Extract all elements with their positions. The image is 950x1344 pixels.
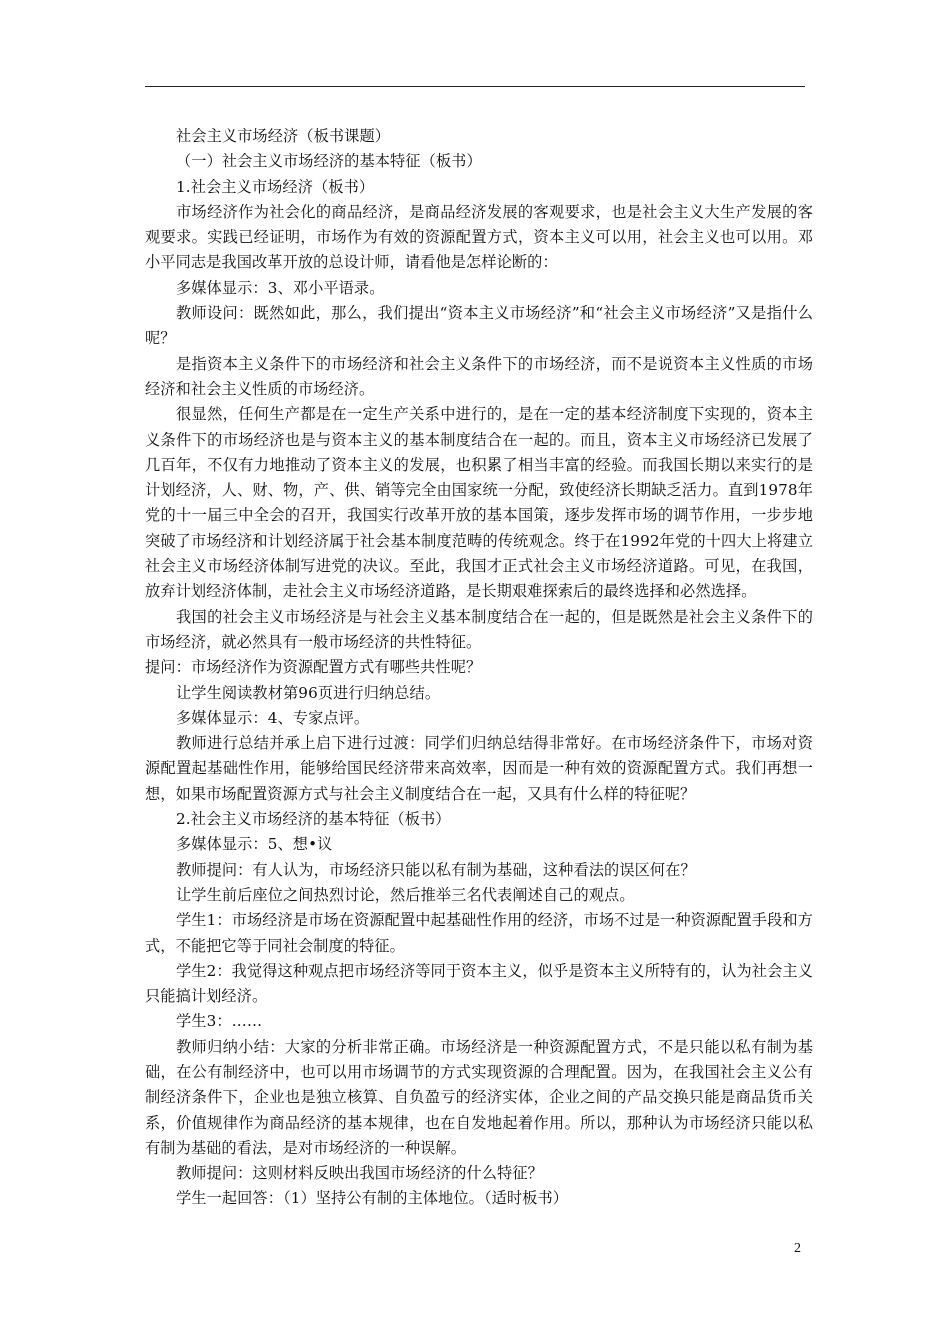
paragraph: 是指资本主义条件下的市场经济和社会主义条件下的市场经济，而不是说资本主义性质的市场经济和社会主义性质的市场经济。 <box>145 354 813 398</box>
page-number: 2 <box>794 1241 801 1256</box>
paragraph: 教师设问：既然如此，那么，我们提出“资本主义市场经济”和“社会主义市场经济”又是指什么呢？ <box>145 304 813 348</box>
paragraph: 教师提问：有人认为，市场经济只能以私有制为基础，这种看法的误区何在？ <box>176 860 696 879</box>
paragraph: 教师归纳小结：大家的分析非常正确。市场经济是一种资源配置方式，不是只能以私有制为基础，在公有制经济中，也可以用市场调节的方式实现资源的合理配置。因为，在我国社会主义公有制经济条件下，企业也是独立核算、自负盈亏的经济实体，企业之间的产品交换只能是商品货币关系，价值规律作为商品经济的基本规律，也在自发地起着作用。所以，那种认为市场经济只能以私有制为基础的看法，是对市场经济的一种误解。 <box>145 1037 813 1157</box>
paragraph: 市场经济作为社会化的商品经济，是商品经济发展的客观要求，也是社会主义大生产发展的客观要求。实践已经证明，市场作为有效的资源配置方式，资本主义可以用，社会主义也可以用。邓小平同志是我国改革开放的总设计师，请看他是怎样论断的： <box>145 202 813 272</box>
paragraph: 教师提问：这则材料反映出我国市场经济的什么特征？ <box>176 1164 543 1183</box>
paragraph: 很显然，任何生产都是在一定生产关系中进行的，是在一定的基本经济制度下实现的，资本主义条件下的市场经济也是与资本主义的基本制度结合在一起的。而且，资本主义市场经济已发展了几百年，不仅有力地推动了资本主义的发展，也积累了相当丰富的经验。而我国长期以来实行的是计划经济，人、财、物，产、供、销等完全由国家统一分配，致使经济长期缺乏活力。直到1978年党的十一届三中全会的召开，我国实行改革开放的基本国策，逐步发挥市场的调节作用，一步步地突破了市场经济和计划经济属于社会基本制度范畴的传统观念。终于在1992年党的十四大上将建立社会主义市场经济体制写进党的决议。至此，我国才正式社会主义市场经济道路。可见，在我国，放弃计划经济体制，走社会主义市场经济道路，是长期艰难探索后的最终选择和必然选择。 <box>145 405 813 601</box>
paragraph: （一）社会主义市场经济的基本特征（板书） <box>176 152 482 171</box>
paragraph: 学生2：我觉得这种观点把市场经济等同于资本主义，似乎是资本主义所特有的，认为社会主义只能搞计划经济。 <box>145 961 813 1006</box>
paragraph: 让学生阅读教材第96页进行归纳总结。 <box>176 683 441 702</box>
paragraph: 学生3：…… <box>176 1012 263 1031</box>
paragraph: 我国的社会主义市场经济是与社会主义基本制度结合在一起的，但是既然是社会主义条件下的市场经济，就必然具有一般市场经济的共性特征。 <box>145 607 813 651</box>
paragraph: 多媒体显示：4、专家点评。 <box>176 708 370 727</box>
paragraph: 提问：市场经济作为资源配置方式有哪些共性呢？ <box>145 658 482 677</box>
paragraph: 让学生前后座位之间热烈讨论，然后推举三名代表阐述自己的观点。 <box>176 885 635 904</box>
paragraph: 社会主义市场经济（板书课题） <box>176 127 391 145</box>
paragraph: 多媒体显示：5、想•议 <box>176 835 333 854</box>
paragraph: 学生一起回答：（1）坚持公有制的主体地位。（适时板书） <box>176 1189 569 1208</box>
paragraph: 教师进行总结并承上启下进行过渡：同学们归纳总结得非常好。在市场经济条件下，市场对资源配置起基础性作用，能够给国民经济带来高效率，因而是一种有效的资源配置方式。我们再想一想，如果市场配置资源方式与社会主义制度结合在一起，又具有什么样的特征呢？ <box>145 734 813 803</box>
document-body <box>145 124 813 1212</box>
paragraph: 2.社会主义市场经济的基本特征（板书） <box>176 810 451 829</box>
paragraph: 多媒体显示：3、邓小平语录。 <box>176 278 385 297</box>
paragraph: 1.社会主义市场经济（板书） <box>176 177 375 196</box>
paragraph: 学生1：市场经济是市场在资源配置中起基础性作用的经济，市场不过是一种资源配置手段和方式，不能把它等于同社会制度的特征。 <box>145 911 813 955</box>
header-rule <box>145 86 805 87</box>
